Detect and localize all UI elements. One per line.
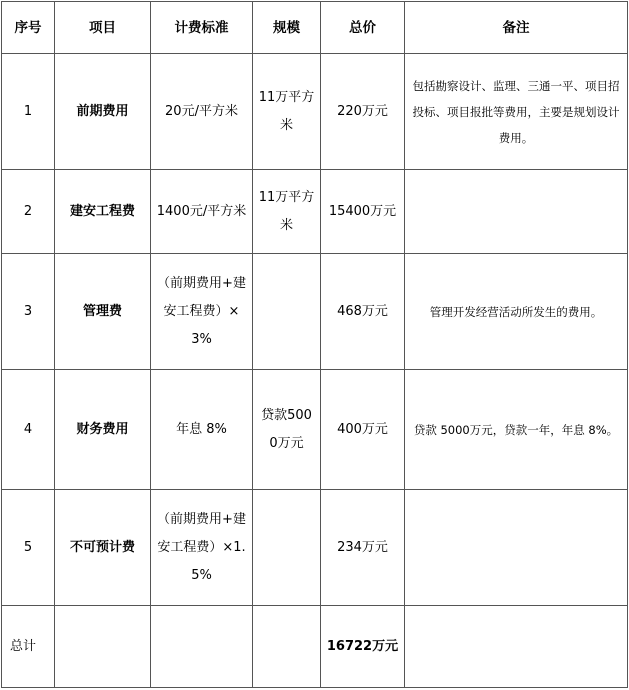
summary-empty-note — [405, 606, 628, 688]
table-row — [2, 490, 628, 606]
header-total: 总价 — [321, 2, 405, 54]
row-no: 2 — [2, 170, 55, 254]
header-item: 项目 — [55, 2, 151, 54]
row-item: 管理费 — [55, 254, 151, 370]
table-row — [2, 370, 628, 490]
row-total: 468万元 — [321, 254, 405, 370]
row-standard: 1400元/平方米 — [151, 170, 253, 254]
row-note — [405, 170, 628, 254]
summary-empty-standard — [151, 606, 253, 688]
row-note: 包括勘察设计、监理、三通一平、项目招投标、项目报批等费用，主要是规划设计费用。 — [405, 54, 628, 170]
row-standard: （前期费用+建安工程费）×1.5% — [151, 490, 253, 606]
row-total: 220万元 — [321, 54, 405, 170]
row-scale — [253, 254, 321, 370]
summary-empty-item — [55, 606, 151, 688]
row-standard: 年息 8% — [151, 370, 253, 490]
row-scale: 11万平方米 — [253, 170, 321, 254]
cost-table — [1, 1, 628, 688]
row-item: 前期费用 — [55, 54, 151, 170]
row-scale — [253, 490, 321, 606]
row-no: 3 — [2, 254, 55, 370]
row-note: 贷款 5000万元，贷款一年，年息 8%。 — [405, 370, 628, 490]
summary-label: 总计 — [2, 606, 55, 688]
row-total: 15400万元 — [321, 170, 405, 254]
row-scale: 11万平方米 — [253, 54, 321, 170]
header-standard: 计费标准 — [151, 2, 253, 54]
row-note — [405, 490, 628, 606]
row-no: 1 — [2, 54, 55, 170]
row-total: 400万元 — [321, 370, 405, 490]
row-item: 财务费用 — [55, 370, 151, 490]
row-item: 建安工程费 — [55, 170, 151, 254]
header-scale: 规模 — [253, 2, 321, 54]
row-no: 5 — [2, 490, 55, 606]
table-row — [2, 254, 628, 370]
header-no: 序号 — [2, 2, 55, 54]
row-scale: 贷款5000万元 — [253, 370, 321, 490]
row-standard: 20元/平方米 — [151, 54, 253, 170]
table-row — [2, 170, 628, 254]
row-no: 4 — [2, 370, 55, 490]
summary-row — [2, 606, 628, 688]
row-standard: （前期费用+建安工程费）×3% — [151, 254, 253, 370]
summary-total: 16722万元 — [321, 606, 405, 688]
header-row — [2, 2, 628, 54]
summary-empty-scale — [253, 606, 321, 688]
row-item: 不可预计费 — [55, 490, 151, 606]
row-total: 234万元 — [321, 490, 405, 606]
row-note: 管理开发经营活动所发生的费用。 — [405, 254, 628, 370]
table-row — [2, 54, 628, 170]
header-note: 备注 — [405, 2, 628, 54]
